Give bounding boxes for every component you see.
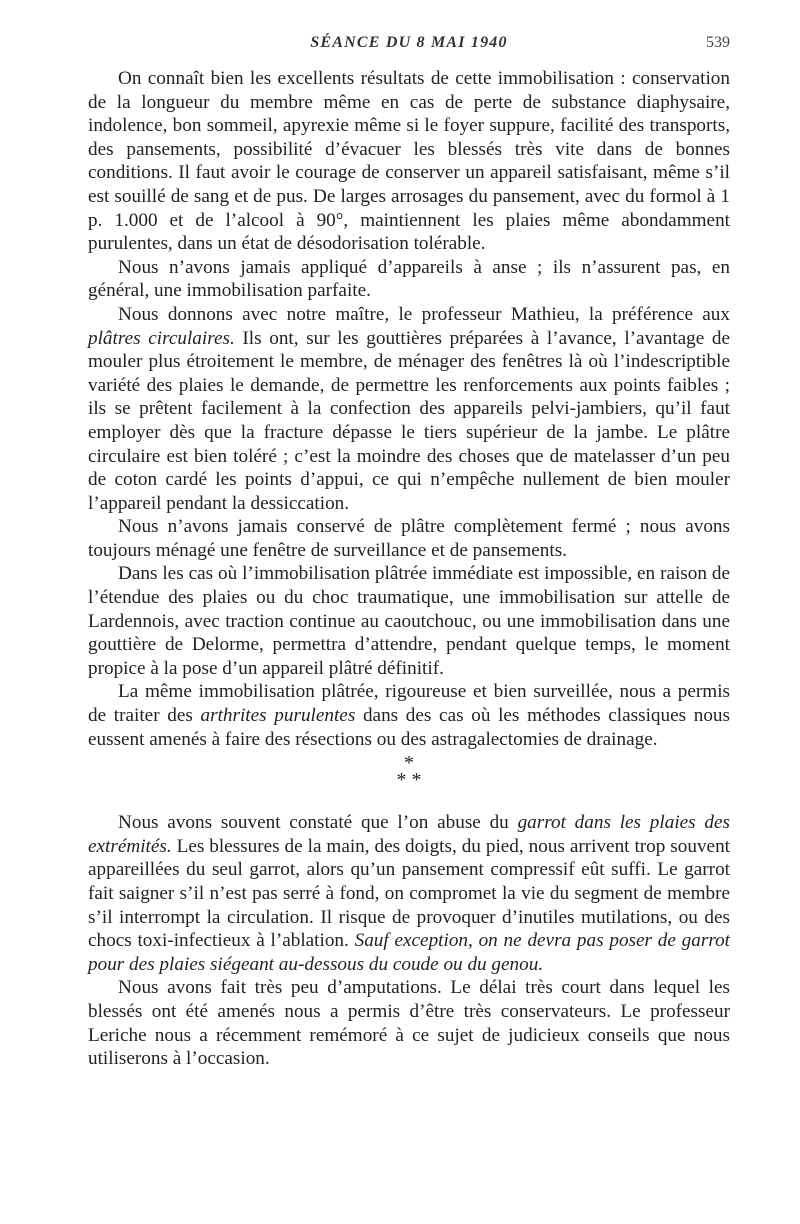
running-title: SÉANCE DU 8 MAI 1940 [310,34,508,51]
paragraph-text: Nous avons fait très peu d’amputations. Le délai très court dans lequel les blessés ont été amenés nous a permis d’être très conservateurs. Le professeur Leriche nous a récemment remémoré à ce sujet de judicieux conseils que nous utiliserons à l’occasion. [88,977,730,1070]
paragraph-text: Nous n’avons jamais conservé de plâtre complètement fermé ; nous avons toujours ménagé une fenêtre de surveillance et de pansements. [88,516,730,561]
paragraph-amputations [88,976,730,1070]
section-separator [88,752,730,792]
emphasis-text: plâtres circulaires. [88,327,235,349]
paragraph-text: Nous avons souvent constaté que l’on abuse du [118,812,518,834]
paragraph-garrot [88,811,730,976]
paragraph-appareils-a-anse [88,256,730,303]
paragraph-text: Nous n’avons jamais appliqué d’appareils à anse ; ils n’assurent pas, en général, une immobilisation parfaite. [88,256,730,302]
emphasis-text: garrot dans les plaies des extrémités. [88,812,730,857]
paragraph-text: Ils ont, sur les gouttières préparées à l’avance, l’avantage de mouler plus étroitement le membre, de ménager des fenêtres là où l’indescriptible variété des plaies le demande, de permettre les renforcements aux points faibles ; ils se prêtent facilement à la confection des appareils pelvi-jambiers, qu’il faut employer dès que la fracture dépasse le tiers supérieur de la jambe. Le plâtre circulaire est bien toléré ; c’est la moindre des choses que de matelasser d’un peu de coton cardé les points d’appui, ce qui n’empêche nullement de bien mouler l’appareil pendant la dessiccation. [88,327,730,514]
paragraph-text: On connaît bien les excellents résultats de cette immobilisation : conservation de la longueur du membre même en cas de perte de substance diaphysaire, indolence, bon sommeil, apyrexie même si le foyer suppure, facilité des transports, des pansements, possibilité d’évacuer les blessés très vite dans de bonnes conditions. Il faut avoir le courage de conserver un appareil satisfaisant, même s’il est souillé de sang et de pus. De larges arrosages du pansement, avec du formol à 1 p. 1.000 et de l’alcool à 90°, maintiennent les plaies même abondamment purulentes, dans un état de désodorisation tolérable. [88,68,730,255]
page-number: 539 [706,34,730,51]
paragraph-text: Nous donnons avec notre maître, le professeur Mathieu, la préférence aux [118,303,730,325]
paragraph-text: La même immobilisation plâtrée, rigoureuse et bien surveillée, nous a permis de traiter des [88,681,730,727]
asterism-bottom: * * [396,769,422,792]
asterism-top: * [404,752,414,775]
paragraph-text: Les blessures de la main, des doigts, du pied, nous arrivent trop souvent appareillées du seul garrot, alors qu’un pansement compressif eût suffi. Le garrot fait saigner s’il n’est pas serré à fond, on compromet la vie du segment de membre s’il interrompt la circulation. Il risque de provoquer d’inutiles mutilations, ou des chocs toxi-infectieux à l’ablation. [88,835,730,952]
body-text [88,67,730,1071]
paragraph-platre-ferme [88,515,730,562]
emphasis-text: Sauf exception, on ne devra pas poser de garrot pour des plaies siégeant au-dessous du coude ou du genou. [88,930,730,975]
paragraph-arthrites [88,680,730,751]
paragraph-text: dans des cas où les méthodes classiques nous eussent amenés à faire des résections ou des astragalectomies de drainage. [88,705,730,750]
paragraph-text: Dans les cas où l’immobilisation plâtrée immédiate est impossible, en raison de l’étendue des plaies ou du choc traumatique, une immobilisation sur attelle de Lardennois, avec traction continue au caoutchouc, ou une immobilisation dans une gouttière de Delorme, permettra d’attendre, pendant quelque temps, le moment propice à la pose d’un appareil plâtré définitif. [88,563,730,679]
paragraph-immobilisation-results [88,67,730,256]
paragraph-attelle-lardennois [88,562,730,680]
emphasis-text: arthrites purulentes [200,705,356,727]
paragraph-platres-circulaires [88,303,730,515]
page-header [88,34,730,54]
